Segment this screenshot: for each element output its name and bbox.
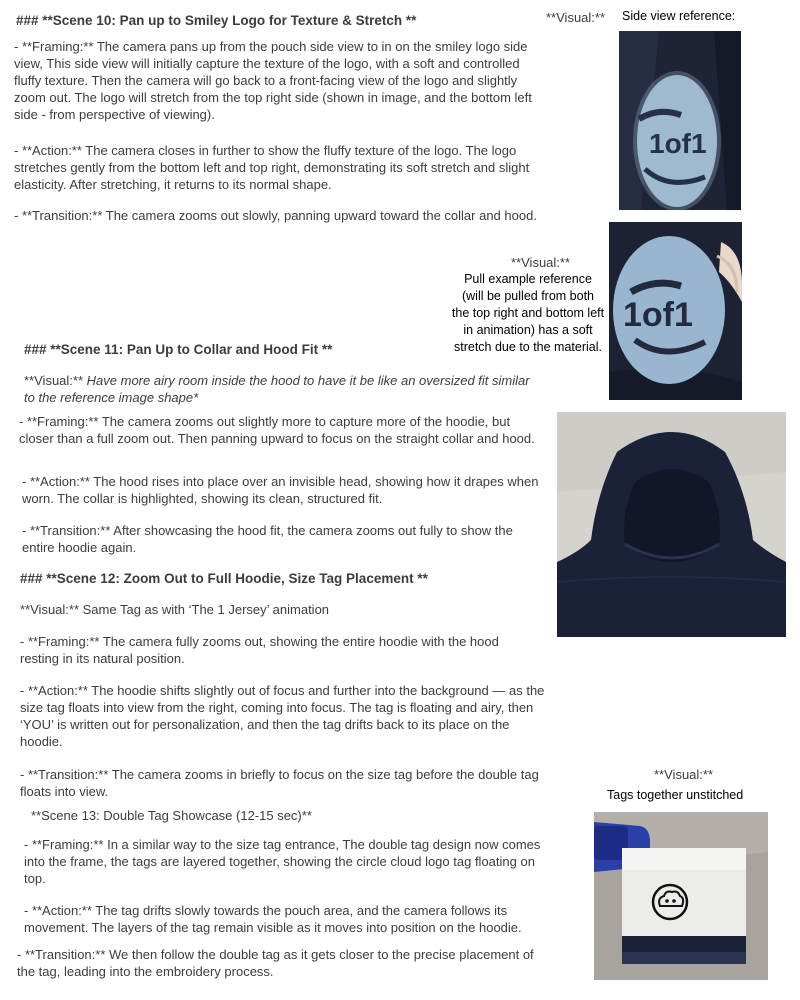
scene12-visual: **Visual:** Same Tag as with ‘The 1 Jersey’ animation: [20, 602, 330, 617]
hood-reference-photo: [557, 412, 786, 637]
pull-ref-caption: [448, 271, 608, 356]
scene11-visual-text: Have more airy room inside the hood to have it be like an oversized fit similar to the reference image shape*: [24, 373, 530, 405]
tags-ref-caption: Tags together unstitched: [607, 788, 744, 802]
pull-ref-line: in animation) has a soft: [463, 323, 593, 337]
side-ref-logo-text: 1of1: [649, 128, 707, 159]
scene12-framing: - **Framing:** The camera fully zooms out, showing the entire hoodie with the hood resting in its natural position.: [20, 634, 499, 666]
pull-example-reference-photo: [609, 222, 742, 400]
scene11-heading: ### **Scene 11: Pan Up to Collar and Hood Fit **: [24, 342, 333, 357]
pull-ref-line: Pull example reference: [464, 272, 592, 286]
scene11-visual: [24, 372, 544, 406]
tags-ref-visual-label: **Visual:**: [654, 767, 714, 782]
side-ref-visual-label: **Visual:**: [546, 10, 606, 25]
scene10-framing: - **Framing:** The camera pans up from the pouch side view to in on the smiley logo side view, This side view will initially capture the texture of the logo, with a soft and controlled fluffy texture. Then the camera will go back to a front-facing view of the logo and slightly zoom out. The logo will stretch from the top right side (shown in image, and the bottom left side - from perspective of viewing).: [14, 39, 532, 122]
pull-ref-logo-text: 1of1: [623, 296, 693, 334]
scene12-action: - **Action:** The hoodie shifts slightly out of focus and further into the background — as the size tag floats into view from the right, coming into focus. The tag is floating and airy, then ‘YOU’ is written out for personalization, and then the tag drifts back to its place on the hoodie.: [20, 683, 545, 749]
tags-reference-photo: [594, 812, 768, 980]
pull-ref-line: (will be pulled from both: [461, 289, 594, 303]
scene11-framing: - **Framing:** The camera zooms out slightly more to capture more of the hoodie, but closer than a full zoom out. Then panning upward to focus on the straight collar and hood.: [19, 414, 535, 446]
scene10-action: - **Action:** The camera closes in further to show the fluffy texture of the logo. The logo stretches gently from the bottom left and top right, demonstrating its soft stretch and slight elasticity. After stretching, it returns to its normal shape.: [14, 143, 530, 192]
scene12-heading: ### **Scene 12: Zoom Out to Full Hoodie, Size Tag Placement **: [20, 571, 428, 586]
scene10-heading: ### **Scene 10: Pan up to Smiley Logo for Texture & Stretch **: [16, 13, 417, 28]
scene13-framing: - **Framing:** In a similar way to the size tag entrance, The double tag design now comes into the frame, the tags are layered together, showing the circle cloud logo tag floating on top.: [24, 837, 541, 886]
pull-ref-line: the top right and bottom left: [451, 306, 605, 320]
pull-ref-visual-label: **Visual:**: [511, 255, 571, 270]
pull-ref-line: stretch due to the material.: [454, 340, 602, 354]
scene11-action: - **Action:** The hood rises into place over an invisible head, showing how it drapes when worn. The collar is highlighted, showing its clean, structured fit.: [22, 474, 539, 506]
scene13-heading: **Scene 13: Double Tag Showcase (12-15 sec)**: [31, 808, 312, 823]
scene12-transition: - **Transition:** The camera zooms in briefly to focus on the size tag before the double tag floats into view.: [20, 767, 539, 799]
side-view-reference-photo: [619, 31, 741, 210]
side-ref-caption: Side view reference:: [622, 9, 736, 23]
scene10-transition: - **Transition:** The camera zooms out slowly, panning upward toward the collar and hood.: [14, 208, 537, 223]
scene13-action: - **Action:** The tag drifts slowly towards the pouch area, and the camera follows its movement. The layers of the tag remain visible as it moves into position on the hoodie.: [24, 903, 522, 935]
scene11-visual-label: **Visual:**: [24, 373, 84, 388]
scene13-transition: - **Transition:** We then follow the double tag as it gets closer to the precise placement of the tag, leading into the embroidery process.: [17, 947, 534, 979]
scene11-transition: - **Transition:** After showcasing the hood fit, the camera zooms out fully to show the entire hoodie again.: [22, 523, 513, 555]
